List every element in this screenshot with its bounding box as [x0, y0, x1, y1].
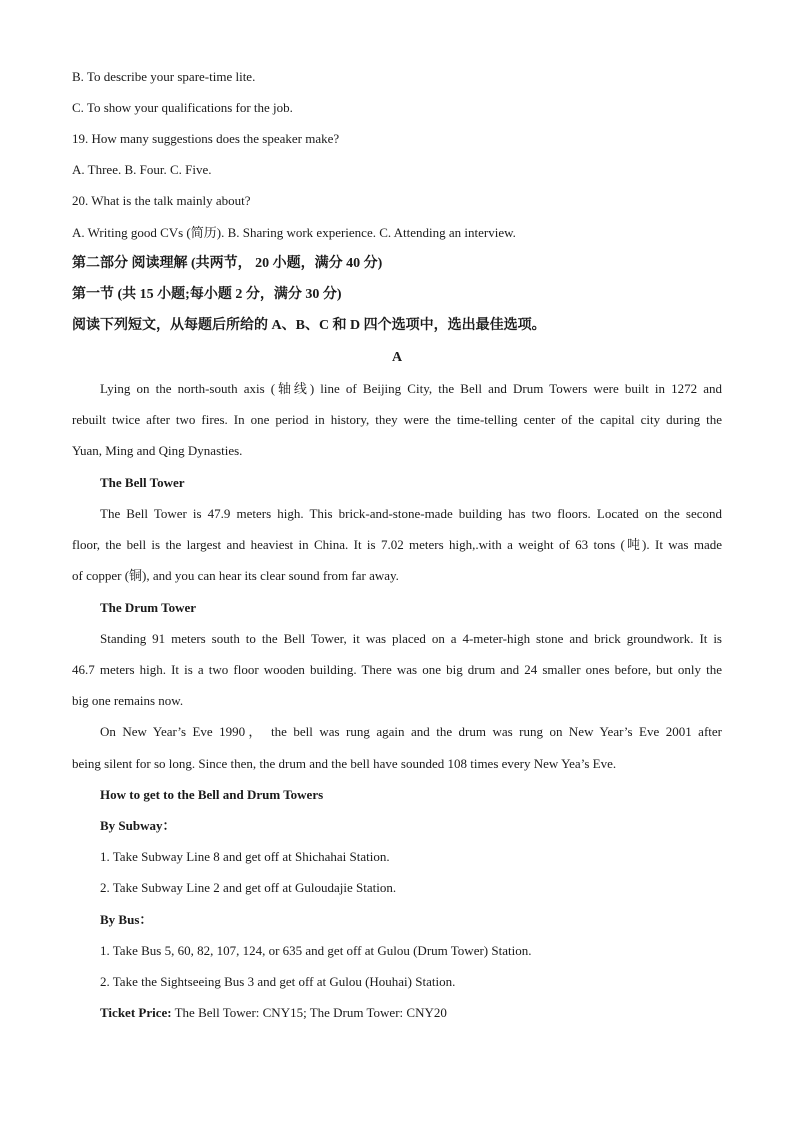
ticket-price [100, 1004, 722, 1021]
listening-q18-option-b: B. To describe your spare-time lite. [72, 69, 256, 84]
by-subway-heading: By Subway： [100, 818, 176, 833]
paragraph-2-line-1: The Bell Tower is 47.9 meters high. This brick-and-stone-made building has two floors. Located on the second [100, 506, 722, 521]
by-bus-heading: By Bus： [100, 912, 153, 927]
paragraph-1-line-2: rebuilt twice after two fires. In one period in history, they were the time-telling center of the capital city during the [72, 412, 722, 427]
paragraph-3-line-3: big one remains now. [72, 693, 184, 708]
subway-route-1: 1. Take Subway Line 8 and get off at Shichahai Station. [100, 849, 390, 864]
bus-route-2: 2. Take the Sightseeing Bus 3 and get off at Gulou (Houhai) Station. [100, 974, 456, 989]
listening-q20-question: 20. What is the talk mainly about? [72, 193, 251, 208]
listening-q18-option-c: C. To show your qualifications for the job. [72, 100, 293, 115]
paragraph-1-line-3: Yuan, Ming and Qing Dynasties. [72, 443, 243, 458]
subway-route-2: 2. Take Subway Line 2 and get off at Guloudajie Station. [100, 880, 397, 895]
paragraph-3-line-1: Standing 91 meters south to the Bell Tower, it was placed on a 4-meter-high stone and brick groundwork. It is [100, 631, 722, 646]
ticket-price-label: Ticket Price: [100, 1005, 172, 1020]
bell-tower-heading: The Bell Tower [100, 475, 185, 490]
paragraph-1-line-1: Lying on the north-south axis (轴线) line of Beijing City, the Bell and Drum Towers were built in 1272 and [100, 381, 722, 396]
listening-q19-options: A. Three. B. Four. C. Five. [72, 162, 212, 177]
paragraph-4-line-1: On New Year’s Eve 1990， the bell was rung again and the drum was rung on New Year’s Eve 2001 after [100, 724, 722, 739]
paragraph-2-line-2: floor, the bell is the largest and heaviest in China. It is 7.02 meters high,.with a weight of 63 tons (吨). It was made [72, 537, 722, 552]
paragraph-4-line-2: being silent for so long. Since then, the drum and the bell have sounded 108 times every New Yea’s Eve. [72, 756, 617, 771]
how-to-get-heading: How to get to the Bell and Drum Towers [100, 787, 324, 802]
section2-part1-title: 第一节 (共 15 小题;每小题 2 分，满分 30 分) [72, 287, 342, 302]
section2-title: 第二部分 阅读理解 (共两节， 20 小题，满分 40 分) [72, 256, 383, 271]
bus-route-1: 1. Take Bus 5, 60, 82, 107, 124, or 635 and get off at Gulou (Drum Tower) Station. [100, 943, 532, 958]
section2-instruction: 阅读下列短文，从每题后所给的 A、B、C 和 D 四个选项中，选出最佳选项。 [72, 318, 546, 333]
drum-tower-heading: The Drum Tower [100, 600, 197, 615]
paragraph-3-line-2: 46.7 meters high. It is a two floor wooden building. There was one big drum and 24 smaller ones before, but only the [72, 662, 722, 677]
listening-q19-question: 19. How many suggestions does the speaker make? [72, 131, 340, 146]
passage-letter: A [391, 350, 403, 365]
listening-q20-options: A. Writing good CVs (简历). B. Sharing work experience. C. Attending an interview. [72, 225, 516, 240]
ticket-price-text: The Bell Tower: CNY15; The Drum Tower: CNY20 [171, 1005, 447, 1020]
paragraph-2-line-3: of copper (铜), and you can hear its clear sound from far away. [72, 568, 399, 583]
